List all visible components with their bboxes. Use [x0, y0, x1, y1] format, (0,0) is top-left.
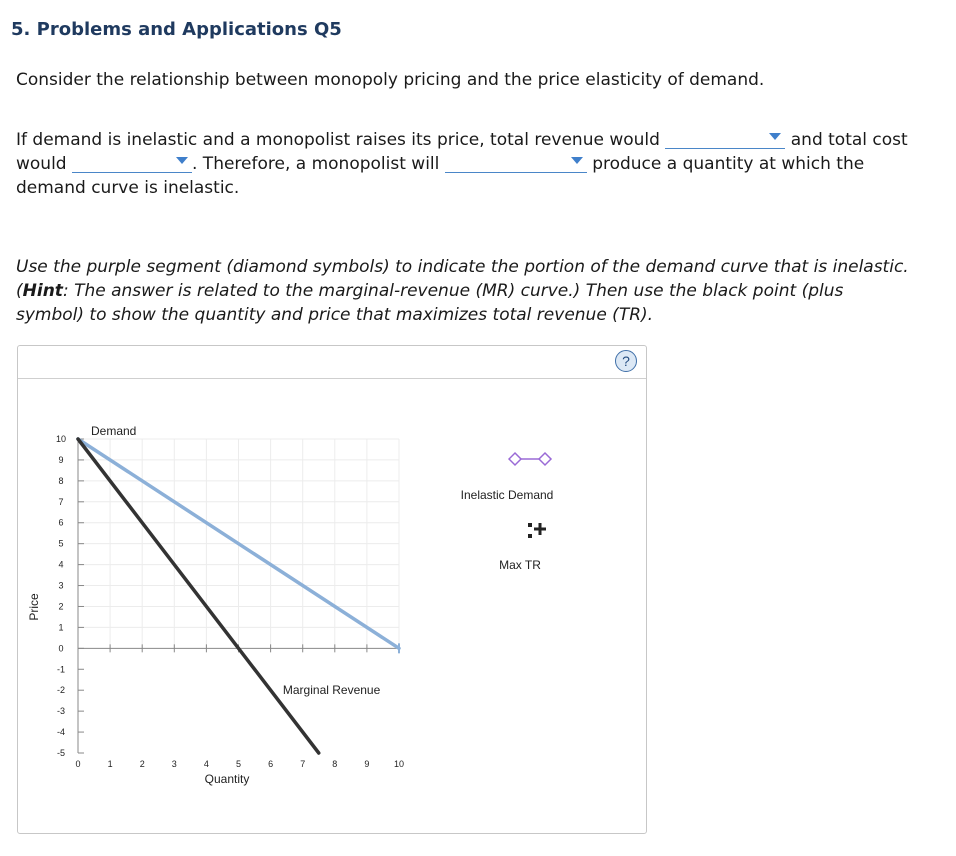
y-tick-label: 10 [55, 434, 67, 444]
graph-panel [17, 345, 647, 834]
y-tick-label: 3 [58, 580, 64, 591]
y-tick-labels [56, 434, 66, 758]
question-part-3: . Therefore, a monopolist will [192, 154, 440, 174]
cost-dropdown[interactable] [72, 152, 192, 173]
demand-label: Demand [91, 424, 137, 438]
y-tick-label: -3 [56, 706, 66, 717]
question-part-4: produce a quantity at which the demand curve is inelastic. [16, 154, 865, 198]
x-tick-label: 3 [171, 759, 177, 769]
x-tick-label: 0 [75, 759, 81, 769]
graph-canvas[interactable] [18, 346, 645, 832]
x-tick-label: 5 [235, 759, 242, 769]
marginal-revenue-curve[interactable] [78, 439, 319, 753]
y-tick-label: 7 [58, 496, 64, 507]
y-tick-label: 8 [58, 475, 64, 486]
max-tr-label: Max TR [499, 558, 541, 572]
x-tick-label: 1 [107, 759, 113, 769]
y-tick-label: 0 [58, 643, 64, 654]
inelastic-demand-label: Inelastic Demand [460, 488, 554, 502]
x-tick-label: 9 [364, 759, 370, 769]
y-tick-label: 1 [58, 622, 64, 633]
inelastic-tool-diamond-left [509, 453, 521, 465]
max-tr-tool[interactable] [528, 523, 546, 538]
y-tick-label: -5 [56, 748, 66, 758]
max-tr-plus-icon [534, 523, 546, 535]
y-axis-label: Price [27, 593, 41, 621]
x-tick-label: 7 [300, 759, 306, 769]
hint-label: Hint [22, 281, 63, 301]
question-part-2: and total cost would [16, 130, 908, 174]
help-icon[interactable]: ? [615, 350, 637, 372]
instructions-part-1: Use the purple segment (diamond symbols) to indicate the portion of the demand curve that is inelastic. ( [16, 257, 909, 301]
instructions-part-2: : The answer is related to the marginal-revenue (MR) curve.) Then use the black point (plus symbol) to show the quantity and price that maximizes total revenue (TR). [16, 281, 844, 325]
revenue-dropdown[interactable] [665, 128, 785, 149]
y-tick-label: 4 [58, 559, 64, 570]
question-text [16, 128, 926, 200]
will-dropdown[interactable] [445, 152, 587, 173]
x-tick-label: 10 [393, 759, 405, 769]
y-tick-label: -1 [56, 664, 66, 675]
x-tick-label: 6 [268, 759, 274, 769]
max-tr-tool-handle [528, 523, 532, 527]
y-tick-label: 9 [58, 454, 64, 465]
x-tick-label: 4 [203, 759, 209, 769]
instructions-text [16, 255, 916, 327]
y-tick-label: 5 [58, 538, 64, 549]
y-tick-label: -4 [56, 727, 66, 738]
x-tick-label: 2 [139, 759, 145, 769]
y-tick-label: 2 [58, 601, 64, 612]
question-part-1: If demand is inelastic and a monopolist raises its price, total revenue would [16, 130, 660, 150]
y-tick-label: -2 [56, 685, 66, 696]
inelastic-tool-diamond-right [539, 453, 551, 465]
intro-text: Consider the relationship between monopoly pricing and the price elasticity of demand. [16, 70, 765, 90]
x-axis-label: Quantity [204, 772, 250, 786]
y-tick-label: 6 [58, 517, 64, 528]
inelastic-demand-tool[interactable] [509, 453, 551, 465]
x-tick-label: 8 [332, 759, 338, 769]
marginal-revenue-label: Marginal Revenue [282, 683, 381, 698]
page-title: 5. Problems and Applications Q5 [11, 19, 342, 40]
x-tick-labels [75, 759, 404, 769]
max-tr-tool-handle-2 [528, 534, 532, 538]
